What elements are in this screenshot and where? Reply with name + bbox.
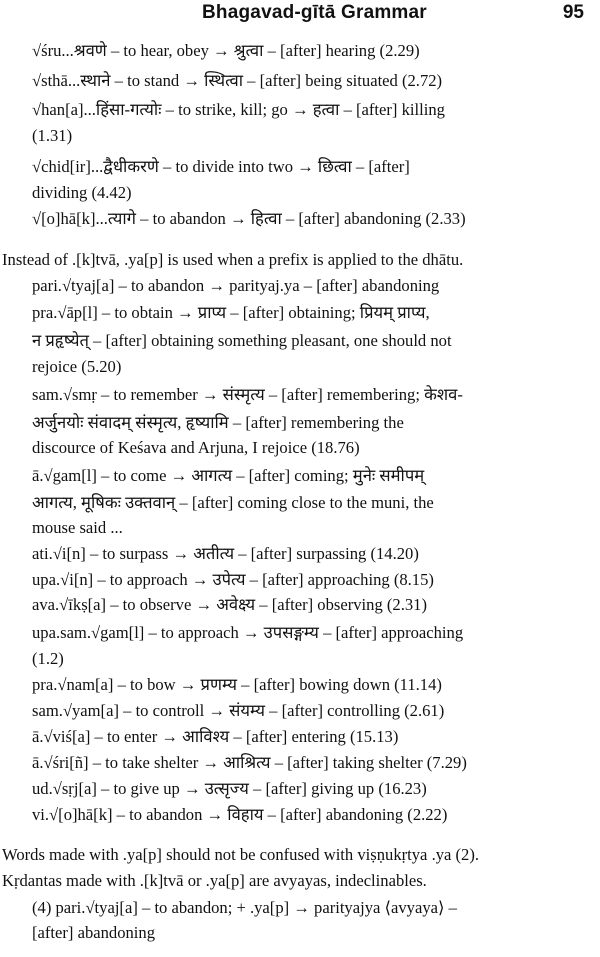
running-title: Bhagavad-gītā Grammar [202, 2, 427, 23]
text-line: ā.√viś[a] – to enter → आविश्य – [after] entering (15.13) [32, 727, 399, 746]
text-line: ati.√i[n] – to surpass → अतीत्य – [after] surpassing (14.20) [32, 544, 419, 563]
text-line: Kṛdantas made with .[k]tvā or .ya[p] are avyayas, indeclinables. [2, 871, 427, 890]
text-line: sam.√yam[a] – to controll → संयम्य – [after] controlling (2.61) [32, 701, 445, 720]
text-line: upa.√i[n] – to approach → उपेत्य – [after] approaching (8.15) [32, 570, 434, 589]
text-line: आगत्य, मूषिकः उक्तवान् – [after] coming close to the muni, the [32, 493, 434, 512]
page-header [0, 2, 600, 26]
text-line: ud.√sṛj[a] – to give up → उत्सृज्य – [after] giving up (16.23) [32, 779, 427, 798]
text-line: (1.2) [32, 649, 64, 668]
text-line: upa.sam.√gam[l] – to approach → उपसङ्गम्य – [after] approaching [32, 623, 464, 642]
text-line: √chid[ir]...द्वैधीकरणे – to divide into two → छित्वा – [after] [32, 157, 410, 176]
page-number: 95 [562, 2, 584, 23]
text-line: ā.√śri[ñ] – to take shelter → आश्रित्य – [after] taking shelter (7.29) [32, 753, 467, 772]
text-line: [after] abandoning [32, 923, 156, 942]
text-line: pari.√tyaj[a] – to abandon → parityaj.ya – [after] abandoning [32, 276, 440, 295]
text-line: rejoice (5.20) [32, 357, 122, 376]
text-line: ava.√īkṣ[a] – to observe → अवेक्ष्य – [after] observing (2.31) [32, 595, 427, 614]
text-line: न प्रहृष्येत् – [after] obtaining something pleasant, one should not [32, 331, 452, 350]
text-line: dividing (4.42) [32, 183, 132, 202]
text-line: vi.√[o]hā[k] – to abandon → विहाय – [after] abandoning (2.22) [32, 805, 448, 824]
text-line: sam.√smṛ – to remember → संस्मृत्य – [after] remembering; केशव- [32, 385, 463, 404]
text-line: mouse said ... [32, 518, 123, 537]
text-line: √śru...श्रवणे – to hear, obey → श्रुत्वा – [after] hearing (2.29) [32, 41, 420, 60]
text-line: ā.√gam[l] – to come → आगत्य – [after] coming; मुनेः समीपम् [32, 466, 425, 485]
text-line: discource of Keśava and Arjuna, I rejoice (18.76) [32, 438, 360, 457]
text-line: (4) pari.√tyaj[a] – to abandon; + .ya[p] → parityajya ⟨avyaya⟩ – [32, 898, 457, 917]
text-line: √han[a]...हिंसा-गत्योः – to strike, kill; go → हत्वा – [after] killing [32, 100, 445, 119]
text-line: (1.31) [32, 126, 73, 145]
text-line: अर्जुनयोः संवादम् संस्मृत्य, हृष्यामि – [after] remembering the [32, 413, 404, 432]
text-line: √[o]hā[k]...त्यागे – to abandon → हित्वा – [after] abandoning (2.33) [32, 209, 466, 228]
text-line: Words made with .ya[p] should not be confused with viṣṇukṛtya .ya (2). [2, 845, 480, 864]
text-line: Instead of .[k]tvā, .ya[p] is used when a prefix is applied to the dhātu. [2, 250, 464, 269]
text-line: √sthā...स्थाने – to stand → स्थित्वा – [after] being situated (2.72) [32, 71, 443, 90]
text-line: pra.√āp[l] – to obtain → प्राप्य – [after] obtaining; प्रियम् प्राप्य, [32, 303, 430, 322]
text-line: pra.√nam[a] – to bow → प्रणम्य – [after] bowing down (11.14) [32, 675, 442, 694]
